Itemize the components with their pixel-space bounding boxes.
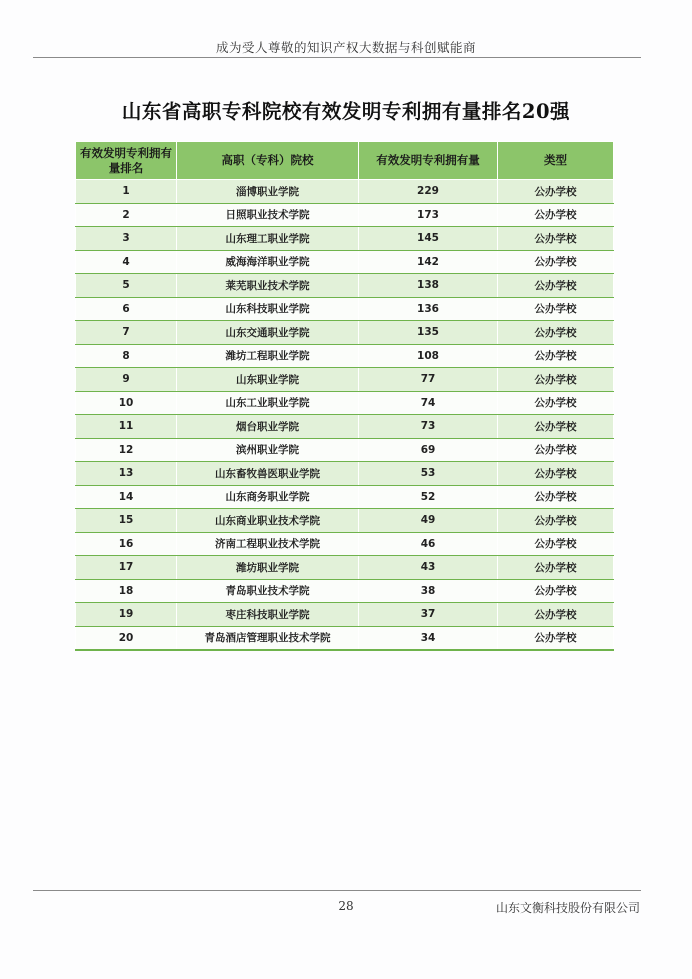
- table-row: [76, 368, 614, 392]
- column-header-type: 类型: [498, 142, 614, 180]
- page-number: 28: [338, 899, 354, 913]
- cell-school: 滨州职业学院: [177, 438, 359, 462]
- cell-school: 烟台职业学院: [177, 415, 359, 439]
- cell-rank: 15: [76, 509, 177, 533]
- cell-count: 73: [359, 415, 498, 439]
- cell-count: 34: [359, 626, 498, 650]
- table-row: [76, 438, 614, 462]
- cell-rank: 20: [76, 626, 177, 650]
- cell-type: 公办学校: [498, 485, 614, 509]
- footer-divider: [33, 890, 641, 891]
- cell-rank: 16: [76, 532, 177, 556]
- column-header-school: 高职（专科）院校: [177, 142, 359, 180]
- cell-school: 青岛职业技术学院: [177, 579, 359, 603]
- table-row: [76, 556, 614, 580]
- cell-school: 枣庄科技职业学院: [177, 603, 359, 627]
- cell-type: 公办学校: [498, 368, 614, 392]
- cell-school: 莱芜职业技术学院: [177, 274, 359, 298]
- cell-count: 52: [359, 485, 498, 509]
- cell-type: 公办学校: [498, 415, 614, 439]
- cell-type: 公办学校: [498, 462, 614, 486]
- header-divider: [33, 57, 641, 58]
- cell-rank: 13: [76, 462, 177, 486]
- cell-school: 山东商业职业技术学院: [177, 509, 359, 533]
- cell-school: 潍坊工程职业学院: [177, 344, 359, 368]
- cell-count: 142: [359, 250, 498, 274]
- ranking-table: [75, 141, 614, 651]
- cell-school: 山东职业学院: [177, 368, 359, 392]
- cell-rank: 4: [76, 250, 177, 274]
- cell-type: 公办学校: [498, 274, 614, 298]
- cell-count: 46: [359, 532, 498, 556]
- cell-count: 135: [359, 321, 498, 345]
- table-row: [76, 415, 614, 439]
- cell-school: 威海海洋职业学院: [177, 250, 359, 274]
- cell-count: 74: [359, 391, 498, 415]
- table-row: [76, 180, 614, 204]
- table-row: [76, 227, 614, 251]
- table-row: [76, 532, 614, 556]
- column-header-count: 有效发明专利拥有量: [359, 142, 498, 180]
- cell-type: 公办学校: [498, 297, 614, 321]
- cell-count: 145: [359, 227, 498, 251]
- cell-school: 淄博职业学院: [177, 180, 359, 204]
- cell-rank: 9: [76, 368, 177, 392]
- cell-count: 108: [359, 344, 498, 368]
- cell-school: 山东工业职业学院: [177, 391, 359, 415]
- ranking-table-container: [75, 141, 613, 651]
- cell-count: 77: [359, 368, 498, 392]
- table-row: [76, 321, 614, 345]
- cell-school: 山东交通职业学院: [177, 321, 359, 345]
- cell-type: 公办学校: [498, 626, 614, 650]
- cell-type: 公办学校: [498, 579, 614, 603]
- cell-count: 49: [359, 509, 498, 533]
- cell-count: 43: [359, 556, 498, 580]
- column-header-rank: 有效发明专利拥有量排名: [76, 142, 177, 180]
- cell-school: 山东商务职业学院: [177, 485, 359, 509]
- table-row: [76, 579, 614, 603]
- cell-type: 公办学校: [498, 344, 614, 368]
- cell-rank: 10: [76, 391, 177, 415]
- cell-count: 69: [359, 438, 498, 462]
- table-row: [76, 344, 614, 368]
- table-row: [76, 509, 614, 533]
- cell-count: 37: [359, 603, 498, 627]
- table-row: [76, 203, 614, 227]
- table-row: [76, 485, 614, 509]
- cell-rank: 18: [76, 579, 177, 603]
- cell-rank: 7: [76, 321, 177, 345]
- cell-type: 公办学校: [498, 391, 614, 415]
- cell-school: 山东畜牧兽医职业学院: [177, 462, 359, 486]
- table-body: [76, 180, 614, 651]
- cell-type: 公办学校: [498, 556, 614, 580]
- table-row: [76, 391, 614, 415]
- cell-school: 日照职业技术学院: [177, 203, 359, 227]
- cell-count: 136: [359, 297, 498, 321]
- cell-count: 138: [359, 274, 498, 298]
- cell-count: 229: [359, 180, 498, 204]
- cell-rank: 5: [76, 274, 177, 298]
- cell-type: 公办学校: [498, 509, 614, 533]
- cell-rank: 1: [76, 180, 177, 204]
- table-row: [76, 603, 614, 627]
- table-row: [76, 297, 614, 321]
- table-row: [76, 250, 614, 274]
- cell-type: 公办学校: [498, 438, 614, 462]
- table-header-row: [76, 142, 614, 180]
- company-name: 山东文衡科技股份有限公司: [495, 901, 640, 915]
- running-header: 成为受人尊敬的知识产权大数据与科创赋能商: [215, 40, 476, 55]
- cell-rank: 2: [76, 203, 177, 227]
- cell-type: 公办学校: [498, 227, 614, 251]
- cell-school: 潍坊职业学院: [177, 556, 359, 580]
- cell-count: 53: [359, 462, 498, 486]
- cell-rank: 14: [76, 485, 177, 509]
- cell-school: 济南工程职业技术学院: [177, 532, 359, 556]
- cell-school: 山东理工职业学院: [177, 227, 359, 251]
- cell-rank: 8: [76, 344, 177, 368]
- table-row: [76, 462, 614, 486]
- cell-school: 青岛酒店管理职业技术学院: [177, 626, 359, 650]
- cell-type: 公办学校: [498, 532, 614, 556]
- table-row: [76, 274, 614, 298]
- cell-type: 公办学校: [498, 250, 614, 274]
- cell-rank: 3: [76, 227, 177, 251]
- page-title: 山东省高职专科院校有效发明专利拥有量排名20强: [121, 100, 571, 123]
- table-row: [76, 626, 614, 650]
- cell-type: 公办学校: [498, 603, 614, 627]
- cell-type: 公办学校: [498, 203, 614, 227]
- cell-rank: 11: [76, 415, 177, 439]
- cell-count: 173: [359, 203, 498, 227]
- cell-rank: 19: [76, 603, 177, 627]
- cell-type: 公办学校: [498, 321, 614, 345]
- cell-school: 山东科技职业学院: [177, 297, 359, 321]
- cell-rank: 12: [76, 438, 177, 462]
- cell-count: 38: [359, 579, 498, 603]
- cell-type: 公办学校: [498, 180, 614, 204]
- cell-rank: 17: [76, 556, 177, 580]
- cell-rank: 6: [76, 297, 177, 321]
